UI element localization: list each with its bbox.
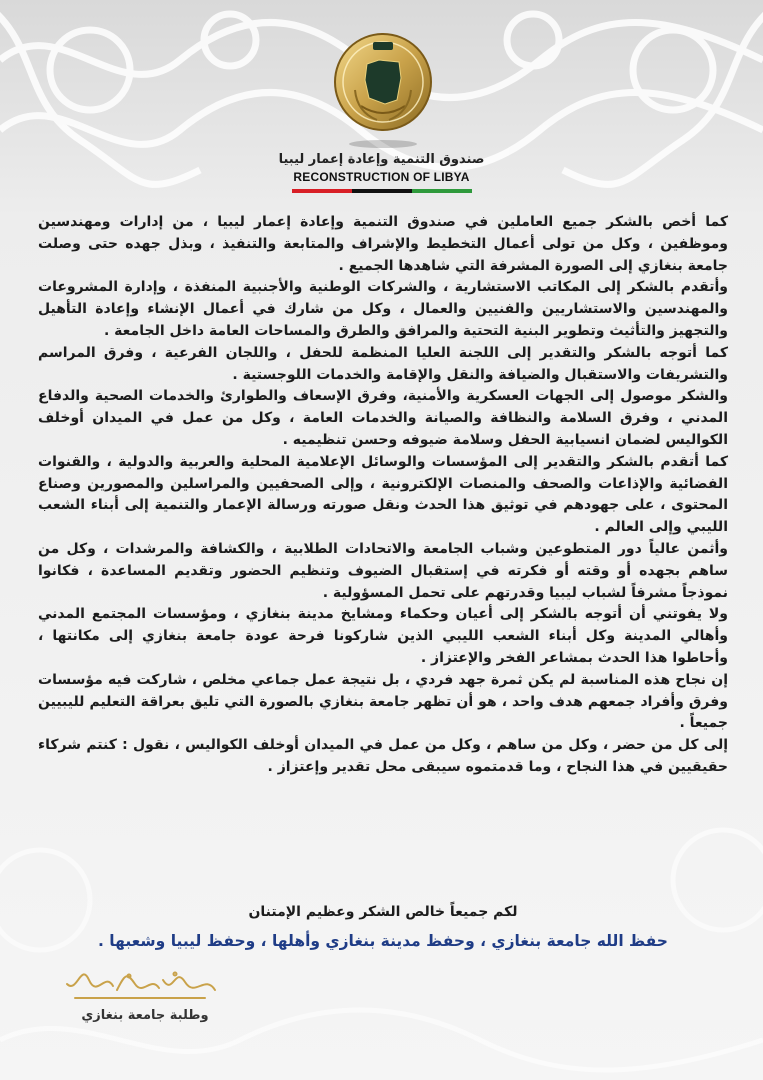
letter-paragraph: والشكر موصول إلى الجهات العسكرية والأمنية، وفرق الإسعاف والطوارئ والخدمات الصحية والدفاع المدني ، وفرق السلامة والنظافة والصيانة والخدمات العامة ، وكل من عمل في الميدان أوخلف الكواليس لضمان انسيابية الحفل وسلامة ضيوفه وحسن تنظيميه . [38, 388, 728, 448]
closing-prayer: حفظ الله جامعة بنغازي ، وحفظ مدينة بنغازي وأهلها ، وحفظ ليبيا وشعبها . [98, 932, 668, 950]
letter-body [38, 212, 728, 779]
letter-paragraph: إلى كل من حضر ، وكل من ساهم ، وكل من عمل في الميدان أوخلف الكواليس ، نقول : كنتم شركاء حقيقيين في هذا النجاح ، وما قدمتموه سيبقى محل تقدير وإعتزاز . [38, 737, 728, 775]
letter-paragraph: كما أخص بالشكر جميع العاملين في صندوق التنمية وإعادة إعمار ليبيا ، من إدارات ومهندسين وموظفين ، وكل من تولى أعمال التخطيط والإشراف والمتابعة والتنفيذ ، وبذل جهده حتى وصلت جامعة بنغازي إلى الصورة المشرفة التي شاهدها الجميع . [38, 214, 728, 274]
fund-logo-emblem [333, 20, 433, 148]
letter-paragraph: ولا يفوتني أن أتوجه بالشكر إلى أعيان وحكماء ومشايخ مدينة بنغازي ، ومؤسسات المجتمع المدني وأهالي المدينة وكل أبناء الشعب الليبي الذين شاركونا فرحة عودة جامعة بنغازي إلى مكانتها ، وأحاطوا هذا الحدث بمشاعر الفخر والإعتزاز . [38, 606, 728, 666]
signatory-subtitle: وطلبة جامعة بنغازي [81, 1008, 209, 1023]
flag-stripe-red [292, 189, 352, 193]
letter-paragraph: كما أتقدم بالشكر والتقدير إلى المؤسسات والوسائل الإعلامية المحلية والعربية والدولية ، والقنوات الفضائية والإذاعات والصحف والمنصات الإلكترونية ، وإلى الصحفيين والمراسلين والمصورين وصناع المحتوى ، على جهودهم في توثيق هذا الحدث ونقل صورته ورسالة الإعمار والتنمية إلى أبناء الشعب الليبي وإلى العالم . [38, 453, 728, 536]
letter-paragraph: وأتقدم بالشكر إلى المكاتب الاستشارية ، والشركات الوطنية والأجنبية المنفذة ، وإدارة المشروعات والمهندسين والاستشاريين والفنيين والعمال ، وكل من شارك في أعمال الإنشاء وإعادة التأهيل والتجهيز والتأثيث وتطوير البنية التحتية والمرافق والطرق والمساحات العامة داخل الجامعة . [38, 279, 728, 339]
flag-stripe-green [412, 189, 472, 193]
closing-thanks: لكم جميعاً خالص الشكر وعظيم الإمتنان [248, 904, 518, 920]
handwritten-signature [55, 968, 225, 1004]
flag-stripe-black [352, 189, 412, 193]
libya-flag-stripe [292, 189, 472, 193]
letter-paragraph: إن نجاح هذه المناسبة لم يكن ثمرة جهد فردي ، بل نتيجة عمل جماعي مخلص ، شاركت فيه مؤسسات وفرق وأفراد جمعهم هدف واحد ، هو أن تظهر جامعة بنغازي بالصورة التي تليق بعراقة التعليم لليبيين جميعاً . [38, 671, 728, 732]
letter-paragraph: كما أتوجه بالشكر والتقدير إلى اللجنة العليا المنظمة للحفل ، واللجان الفرعية ، وفرق المراسم والتشريفات والاستقبال والضيافة والنقل والإقامة والخدمات اللوجستية . [38, 344, 728, 383]
page-header [0, 20, 763, 190]
letter-paragraph: وأثمن عالياً دور المتطوعين وشباب الجامعة والاتحادات الطلابية ، والكشافة والمرشدات ، وكل من ساهم بجهده أو وقته أو فكرته في إستقبال الضيوف وتنظيم الحضور وتقديم المساعدة ، فكانوا نموذجاً مشرفاً لشباب ليبيا وقدرتهم على تحمل المسؤولية . [38, 540, 728, 601]
organization-name-arabic: صندوق التنمية وإعادة إعمار ليبيا [278, 152, 485, 167]
organization-name-english: RECONSTRUCTION OF LIBYA [293, 170, 470, 184]
